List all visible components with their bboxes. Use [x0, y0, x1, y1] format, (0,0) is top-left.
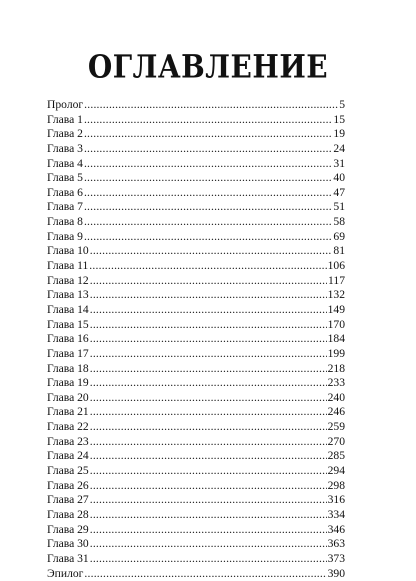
- toc-entry-page-number: 285: [328, 449, 345, 464]
- toc-entry: [47, 493, 345, 508]
- toc-entry: [47, 274, 345, 289]
- toc-dot-leader: [90, 303, 327, 318]
- toc-entry-page-number: 246: [328, 405, 345, 420]
- toc-entry-page-number: 233: [328, 376, 345, 391]
- toc-dot-leader: [84, 567, 326, 581]
- toc-dot-leader: [90, 435, 327, 450]
- toc-dot-leader: [90, 376, 327, 391]
- toc-entry-label: Пролог: [47, 98, 83, 113]
- toc-entry: [47, 552, 345, 567]
- toc-dot-leader: [84, 98, 338, 113]
- toc-entry-page-number: 19: [333, 127, 345, 142]
- toc-entry-page-number: 81: [333, 244, 345, 259]
- toc-entry-page-number: 47: [333, 186, 345, 201]
- toc-entry-page-number: 363: [328, 537, 345, 552]
- toc-dot-leader: [90, 508, 327, 523]
- toc-dot-leader: [90, 362, 327, 377]
- toc-entry: [47, 230, 345, 245]
- toc-entry-page-number: 270: [328, 435, 345, 450]
- toc-entry: [47, 376, 345, 391]
- toc-dot-leader: [90, 493, 327, 508]
- toc-entry-label: Глава 18: [47, 362, 89, 377]
- toc-entry-page-number: 316: [328, 493, 345, 508]
- toc-entry-label: Глава 24: [47, 449, 89, 464]
- toc-entry-page-number: 117: [328, 274, 345, 289]
- toc-entry-label: Глава 9: [47, 230, 83, 245]
- toc-entry-page-number: 240: [328, 391, 345, 406]
- toc-entry-label: Глава 28: [47, 508, 89, 523]
- toc-entry-page-number: 199: [328, 347, 345, 362]
- toc-dot-leader: [90, 420, 327, 435]
- toc-dot-leader: [84, 127, 332, 142]
- toc-entry: [47, 420, 345, 435]
- toc-entry-label: Глава 29: [47, 523, 89, 538]
- toc-entry-label: Глава 10: [47, 244, 89, 259]
- toc-entry-label: Глава 12: [47, 274, 89, 289]
- toc-entry: [47, 318, 345, 333]
- toc-entry: [47, 171, 345, 186]
- toc-entry-page-number: 334: [328, 508, 345, 523]
- toc-dot-leader: [90, 318, 327, 333]
- toc-dot-leader: [90, 552, 327, 567]
- toc-entry-page-number: 346: [328, 523, 345, 538]
- toc-entry-label: Глава 26: [47, 479, 89, 494]
- toc-entry-label: Глава 11: [47, 259, 88, 274]
- toc-entry-label: Глава 30: [47, 537, 89, 552]
- toc-entry: [47, 391, 345, 406]
- toc-dot-leader: [90, 537, 327, 552]
- toc-entry-label: Глава 1: [47, 113, 83, 128]
- toc-entry-label: Глава 17: [47, 347, 89, 362]
- toc-entry-page-number: 390: [328, 567, 345, 581]
- toc-dot-leader: [84, 186, 332, 201]
- toc-dot-leader: [90, 274, 327, 289]
- toc-entry-page-number: 132: [328, 288, 345, 303]
- toc-entry-page-number: 298: [328, 479, 345, 494]
- toc-entry: [47, 479, 345, 494]
- toc-entry-label: Глава 5: [47, 171, 83, 186]
- toc-entry: [47, 567, 345, 581]
- toc-entry: [47, 303, 345, 318]
- toc-dot-leader: [84, 113, 332, 128]
- toc-dot-leader: [90, 449, 327, 464]
- toc-entry-label: Глава 23: [47, 435, 89, 450]
- toc-entry-label: Глава 27: [47, 493, 89, 508]
- toc-entry: [47, 464, 345, 479]
- toc-entry-page-number: 58: [333, 215, 345, 230]
- toc-entry-label: Глава 6: [47, 186, 83, 201]
- toc-entry-page-number: 106: [328, 259, 345, 274]
- toc-dot-leader: [84, 215, 332, 230]
- toc-entry-label: Глава 16: [47, 332, 89, 347]
- toc-entry-page-number: 149: [328, 303, 345, 318]
- toc-entry: [47, 362, 345, 377]
- toc-entry-label: Глава 13: [47, 288, 89, 303]
- toc-entry: [47, 259, 345, 274]
- toc-dot-leader: [84, 157, 332, 172]
- toc-entry: [47, 142, 345, 157]
- toc-entry-page-number: 15: [333, 113, 345, 128]
- toc-dot-leader: [90, 288, 327, 303]
- toc-dot-leader: [84, 200, 332, 215]
- toc-entry: [47, 332, 345, 347]
- toc-entry-page-number: 51: [333, 200, 345, 215]
- toc-entry: [47, 405, 345, 420]
- toc-entry: [47, 113, 345, 128]
- page-title: ОГЛАВЛЕНИЕ: [0, 47, 416, 86]
- toc-dot-leader: [90, 391, 327, 406]
- toc-entry-label: Глава 14: [47, 303, 89, 318]
- toc-entry-label: Глава 22: [47, 420, 89, 435]
- table-of-contents: [47, 98, 345, 581]
- toc-entry: [47, 215, 345, 230]
- toc-dot-leader: [90, 332, 327, 347]
- toc-entry: [47, 98, 345, 113]
- toc-entry-page-number: 69: [333, 230, 345, 245]
- toc-dot-leader: [90, 405, 327, 420]
- toc-entry: [47, 186, 345, 201]
- toc-entry: [47, 288, 345, 303]
- toc-dot-leader: [84, 142, 332, 157]
- toc-entry-label: Глава 19: [47, 376, 89, 391]
- toc-entry: [47, 537, 345, 552]
- toc-entry-label: Глава 8: [47, 215, 83, 230]
- toc-entry: [47, 200, 345, 215]
- toc-entry-page-number: 218: [328, 362, 345, 377]
- toc-entry-label: Глава 3: [47, 142, 83, 157]
- toc-entry: [47, 449, 345, 464]
- toc-entry-page-number: 294: [328, 464, 345, 479]
- toc-entry-page-number: 24: [333, 142, 345, 157]
- toc-entry-label: Эпилог: [47, 567, 83, 581]
- toc-dot-leader: [84, 230, 332, 245]
- toc-dot-leader: [90, 464, 327, 479]
- toc-entry-page-number: 259: [328, 420, 345, 435]
- toc-entry-label: Глава 31: [47, 552, 89, 567]
- toc-entry-label: Глава 4: [47, 157, 83, 172]
- toc-entry: [47, 523, 345, 538]
- toc-entry: [47, 157, 345, 172]
- toc-entry-page-number: 170: [328, 318, 345, 333]
- toc-entry-page-number: 184: [328, 332, 345, 347]
- toc-entry-page-number: 31: [333, 157, 345, 172]
- toc-dot-leader: [90, 523, 327, 538]
- toc-dot-leader: [90, 479, 327, 494]
- toc-entry-label: Глава 7: [47, 200, 83, 215]
- toc-dot-leader: [90, 244, 333, 259]
- toc-entry-label: Глава 15: [47, 318, 89, 333]
- toc-dot-leader: [90, 347, 327, 362]
- toc-entry: [47, 435, 345, 450]
- toc-entry: [47, 244, 345, 259]
- toc-entry-label: Глава 21: [47, 405, 89, 420]
- toc-entry-label: Глава 20: [47, 391, 89, 406]
- toc-dot-leader: [84, 171, 332, 186]
- toc-entry: [47, 508, 345, 523]
- toc-entry-page-number: 373: [328, 552, 345, 567]
- toc-entry-page-number: 40: [333, 171, 345, 186]
- toc-entry-page-number: 5: [339, 98, 345, 113]
- toc-entry-label: Глава 25: [47, 464, 89, 479]
- toc-dot-leader: [89, 259, 326, 274]
- toc-entry: [47, 127, 345, 142]
- toc-entry: [47, 347, 345, 362]
- toc-entry-label: Глава 2: [47, 127, 83, 142]
